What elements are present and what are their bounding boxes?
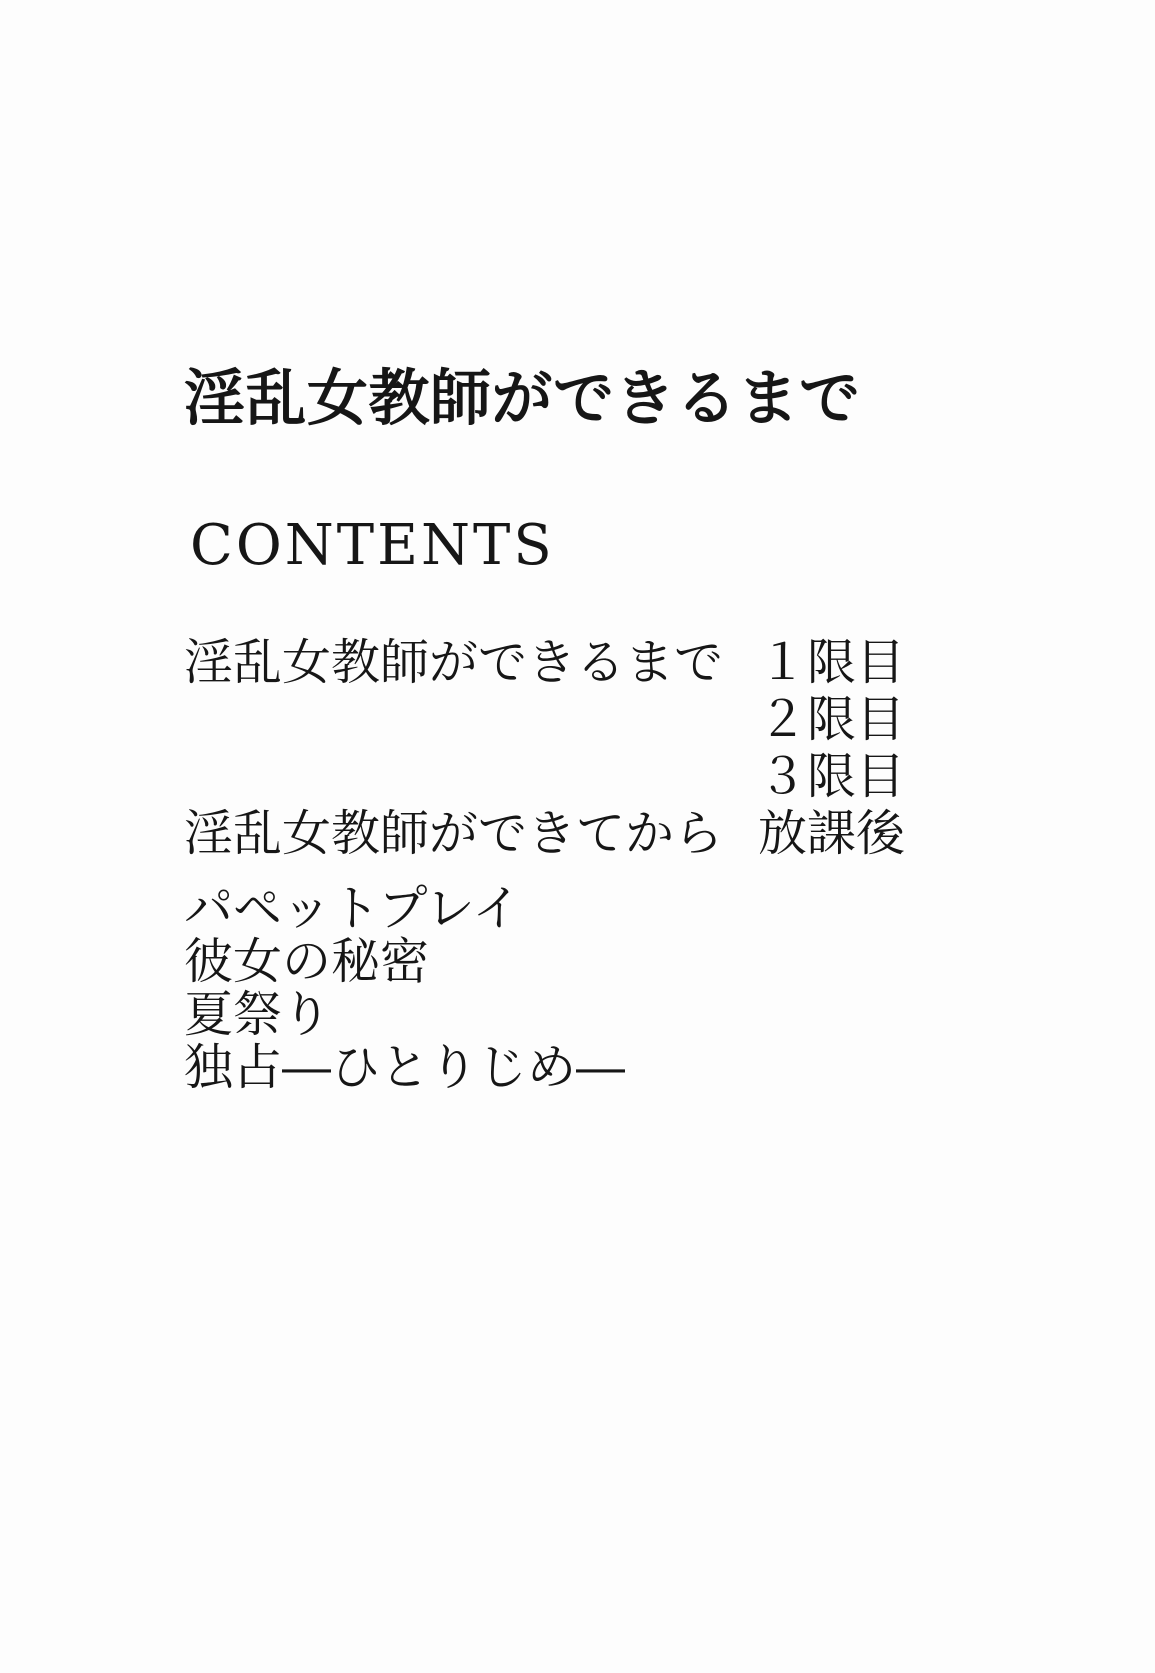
toc-entry-chapter: ３限目 <box>758 748 906 805</box>
toc-entry-title: 淫乱女教師ができてから <box>184 805 724 862</box>
toc-extra-entry: 独占―ひとりじめ― <box>184 1039 626 1096</box>
page-title: 淫乱女教師ができるまで <box>184 363 861 434</box>
toc-extra-entry: パペットプレイ <box>184 880 522 937</box>
toc-row <box>184 691 964 748</box>
toc-row <box>184 634 964 691</box>
toc-row <box>184 748 964 805</box>
toc-extra-list <box>184 882 625 1094</box>
contents-heading: CONTENTS <box>190 513 555 578</box>
toc-entry-chapter: ２限目 <box>758 691 906 748</box>
toc-extra-entry: 彼女の秘密 <box>184 933 430 990</box>
toc-entry-title: 淫乱女教師ができるまで <box>184 634 724 691</box>
toc-list <box>184 634 964 862</box>
toc-row <box>184 805 964 862</box>
toc-extra-entry: 夏祭り <box>184 986 332 1043</box>
toc-entry-chapter: １限目 <box>758 634 906 691</box>
toc-entry-chapter: 放課後 <box>758 805 906 862</box>
